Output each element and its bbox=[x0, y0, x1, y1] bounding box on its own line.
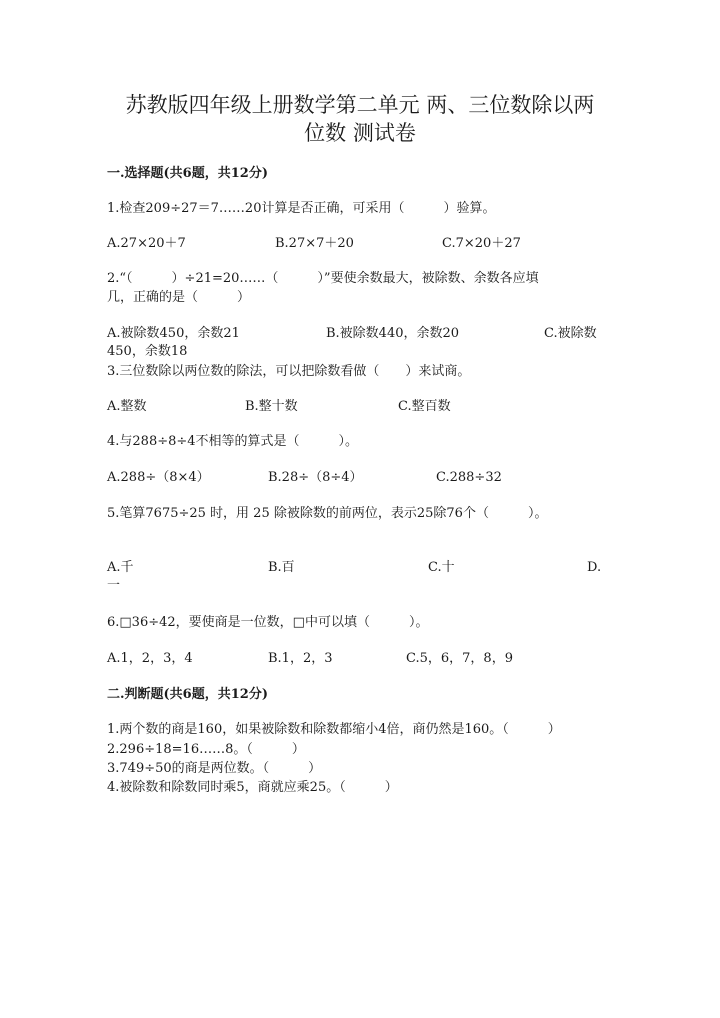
option-a[interactable]: A.288÷（8×4） bbox=[107, 470, 210, 485]
judgment-item: 3.749÷50的商是两位数。（ ） bbox=[107, 761, 322, 776]
option-b[interactable]: B.整十数 bbox=[245, 399, 298, 414]
option-c[interactable]: C.5，6，7，8，9 bbox=[406, 651, 513, 666]
section-heading-judgment: 二.判断题(共6题，共12分) bbox=[107, 687, 268, 702]
option-a[interactable]: A.1，2，3，4 bbox=[107, 651, 193, 666]
option-c[interactable]: C.7×20＋27 bbox=[442, 236, 521, 251]
option-b[interactable]: B.1，2，3 bbox=[268, 651, 333, 666]
section-heading-choice: 一.选择题(共6题，共12分) bbox=[107, 166, 268, 181]
option-c[interactable]: C.被除数 bbox=[544, 326, 597, 341]
option-d[interactable]: D. bbox=[587, 560, 602, 575]
option-b[interactable]: B.百 bbox=[268, 560, 295, 575]
option-d-continued: 一 bbox=[107, 578, 121, 593]
option-a[interactable]: A.整数 bbox=[107, 399, 147, 414]
option-a[interactable]: A.27×20＋7 bbox=[107, 236, 186, 251]
option-b[interactable]: B.27×7＋20 bbox=[275, 236, 354, 251]
page-title-line-1: 苏教版四年级上册数学第二单元 两、三位数除以两 bbox=[125, 93, 595, 117]
option-b[interactable]: B.28÷（8÷4） bbox=[268, 470, 363, 485]
option-b[interactable]: B.被除数440，余数20 bbox=[326, 326, 460, 341]
option-a[interactable]: A.被除数450，余数21 bbox=[107, 326, 240, 341]
page-title-line-2: 位数 测试卷 bbox=[304, 121, 416, 145]
option-c[interactable]: C.十 bbox=[428, 560, 455, 575]
question-stem: 3.三位数除以两位数的除法，可以把除数看做（ ）来试商。 bbox=[107, 364, 471, 379]
judgment-item: 4.被除数和除数同时乘5，商就应乘25。（ ） bbox=[107, 780, 398, 795]
option-c[interactable]: C.288÷32 bbox=[436, 470, 502, 485]
option-a[interactable]: A.千 bbox=[107, 560, 134, 575]
question-stem: 1.检查209÷27＝7……20计算是否正确，可采用（ ）验算。 bbox=[107, 201, 496, 216]
judgment-item: 1.两个数的商是160，如果被除数和除数都缩小4倍，商仍然是160。（ ） bbox=[107, 722, 561, 737]
question-stem: 2.“（ ）÷21=20……（ ）”要使余数最大，被除数、余数各应填 bbox=[107, 271, 539, 286]
question-stem: 6.□36÷42，要使商是一位数，□中可以填（ ）。 bbox=[107, 615, 429, 630]
question-stem: 4.与288÷8÷4不相等的算式是（ ）。 bbox=[107, 434, 359, 449]
question-stem-continued: 几，正确的是（ ） bbox=[107, 290, 251, 305]
option-c[interactable]: C.整百数 bbox=[398, 399, 451, 414]
judgment-item: 2.296÷18=16……8。（ ） bbox=[107, 742, 305, 757]
question-stem: 5.笔算7675÷25 时，用 25 除被除数的前两位，表示25除76个（ ）。 bbox=[107, 506, 548, 521]
option-c-continued: 450，余数18 bbox=[107, 344, 188, 359]
